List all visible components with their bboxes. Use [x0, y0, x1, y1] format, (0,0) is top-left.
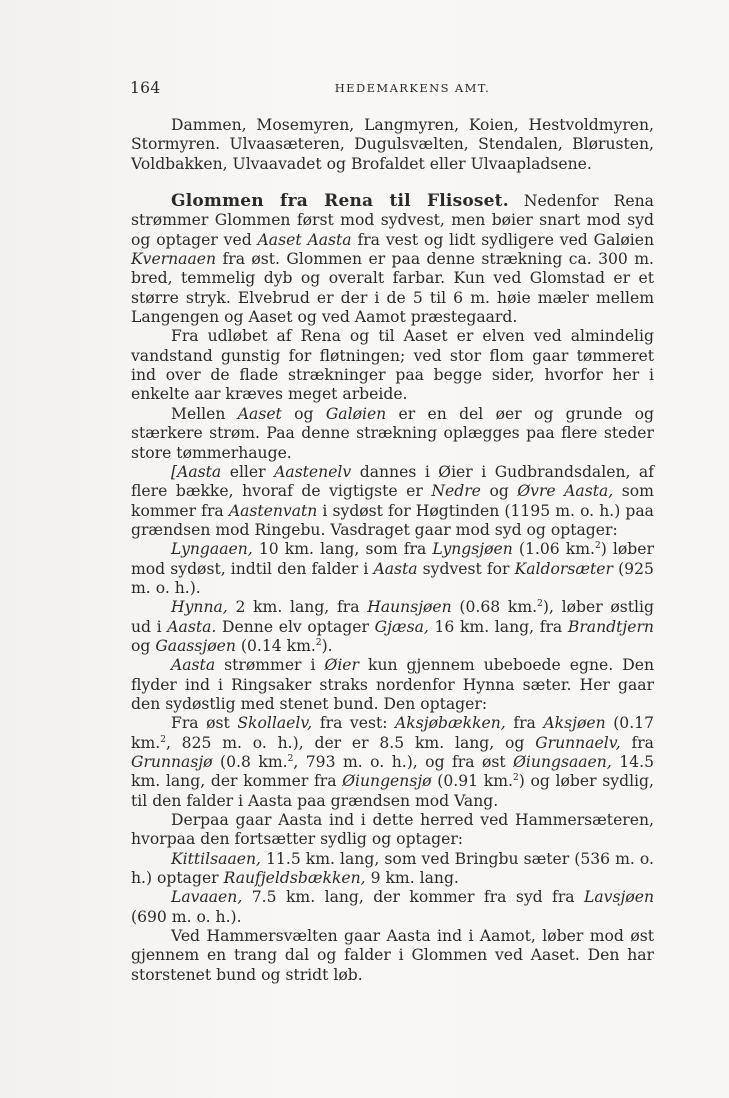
paragraph-text: ), løber østlig ud i: [131, 598, 654, 636]
superscript: 2: [160, 734, 166, 745]
paragraph-text: (1.06 km.: [518, 540, 596, 559]
paragraph-text: fra vest:: [319, 714, 388, 733]
lake-name: Gaassjøen: [155, 636, 236, 655]
paragraph-text: sydvest for: [422, 559, 510, 578]
lake-name: Brandtjern: [567, 617, 654, 636]
paragraph-text: , 793 m. o. h.), og fra øst: [293, 753, 506, 771]
paragraph-text: , 825 m. o. h.), der er 8.5 km. lang, og: [165, 733, 525, 752]
section-spacer: [131, 174, 654, 192]
section-paragraph-2: Fra udløbet af Rena og til Aaset er elven ved almindelig vandstand gunstig for fløtningen; ved stor flom gaar tømmeret ind over de flade strækninger paa begge sider, hvorfor her i enkelte aar kræves meget arbeide.: [131, 327, 654, 404]
paragraph-text: 2 km. lang, fra: [235, 598, 360, 617]
paragraph-text: (0.17 km.: [131, 714, 654, 752]
paragraph-text: (0.14 km.: [240, 636, 316, 655]
river-name: Øiungsaaen,: [513, 753, 612, 771]
place-name: Aaset: [257, 230, 302, 249]
running-title: HEDEMARKENS AMT.: [334, 81, 491, 95]
paragraph-text: (690 m. o. h.).: [131, 907, 242, 926]
section-paragraph-10: [131, 850, 654, 889]
river-name: Aastenelv: [274, 462, 352, 481]
paragraph-text: eller: [229, 462, 266, 481]
river-name: Gjæsa,: [374, 617, 429, 636]
paragraph-text: Fra øst: [171, 714, 230, 733]
paragraph-text: fra vest og lidt sydligere ved Galøien: [357, 230, 655, 249]
superscript: 2: [315, 637, 322, 648]
paragraph-text: Nedenfor Rena strømmer Glommen først mod sydvest, men bøier snart mod syd og optager ved: [131, 192, 654, 249]
paragraph-text: er en del øer og grunde og stærkere strøm. Paa denne strækning oplægges paa flere steder store tømmerhauge.: [131, 404, 655, 462]
river-name: [Aasta: [171, 462, 222, 481]
lake-name: Aksjøen: [543, 714, 606, 733]
paragraph-text: 10 km. lang, som fra: [258, 540, 427, 559]
paragraph-text: ).: [321, 636, 333, 655]
paragraph-text: 16 km. lang, fra: [434, 617, 563, 636]
river-name: Nedre: [431, 482, 481, 501]
river-name: Aksjøbækken,: [395, 714, 506, 733]
section-paragraph-1: [131, 192, 654, 327]
place-name: Galøien: [325, 404, 387, 423]
paragraph-text: og: [131, 636, 151, 655]
paragraph-text: (925 m. o. h.).: [131, 559, 654, 597]
paragraph-text: Mellen: [171, 404, 226, 423]
section-paragraph-12: Ved Hammersvælten gaar Aasta ind i Aamot, løber mod øst gjennem en trang dal og falder i Glommen ved Aaset. Den har storstenet bund og stridt løb.: [131, 927, 654, 984]
paragraph-text: dannes i Øier i Gudbrandsdalen, af flere bække, hvoraf de vigtigste er: [131, 462, 654, 501]
paragraph-text: Denne elv optager: [222, 617, 369, 636]
river-name: Aasta: [373, 559, 418, 578]
river-name: Hynna,: [171, 598, 228, 617]
paragraph-text: 14.5 km. lang, der kommer fra: [131, 753, 654, 791]
paragraph-text: i sydøst for Høgtinden (1195 m. o. h.) paa grændsen mod Ringebu. Vasdraget gaar mod syd og optager:: [131, 501, 654, 539]
section-paragraph-11: [131, 888, 654, 927]
paragraph-text: fra øst. Glommen er paa denne strækning ca. 300 m. bred, temmelig dyb og overalt farbar. Kun ved Glomstad er et større stryk. Elvebrud er der i de 5 til 6 m. høie mæler mellem Langengen og Aaset og ved Aamot præstegaard.: [131, 250, 654, 327]
river-name: Lavaaen,: [171, 888, 243, 907]
page-header: [130, 79, 655, 101]
lake-name: Lyngsjøen: [432, 540, 513, 559]
paragraph-text: fra: [513, 714, 536, 733]
superscript: 2: [512, 773, 519, 784]
section-paragraph-5: [131, 540, 654, 598]
river-name: Aasta: [307, 230, 352, 249]
river-name: Kittilsaaen,: [171, 849, 261, 868]
river-name: Raufjeldsbækken,: [223, 869, 366, 888]
superscript: 2: [537, 599, 543, 610]
intro-paragraph: Dammen, Mosemyren, Langmyren, Koien, Hestvoldmyren, Stormyren. Ulvaasæteren, Dugulsvælten, Stendalen, Blørusten, Voldbakken, Ulvaavadet og Brofaldet eller Ulvaapladsene.: [131, 116, 654, 173]
river-name: Øvre Aasta,: [517, 482, 614, 501]
paragraph-text: ) løber mod sydøst, indtil den falder i: [131, 540, 654, 578]
lake-name: Lavsjøen: [584, 888, 654, 907]
river-name: Skollaelv,: [237, 714, 313, 733]
lake-name: Øiungensjø: [342, 772, 432, 791]
lake-name: Haunsjøen: [367, 598, 452, 617]
river-name: Aasta: [171, 656, 216, 675]
paragraph-text: 11.5 km. lang, som ved Bringbu sæter (536 m. o. h.) optager: [131, 849, 654, 888]
place-name: Aaset: [237, 404, 282, 423]
paragraph-text: og: [294, 404, 314, 423]
river-name: Lyngaaen,: [171, 540, 253, 559]
paragraph-text: (0.68 km.: [459, 598, 538, 617]
section-paragraph-4: [131, 463, 654, 540]
section-heading: Glommen fra Rena til Flisoset.: [171, 191, 509, 212]
paragraph-text: strømmer i: [224, 656, 316, 675]
river-name: Aasta.: [167, 617, 217, 636]
place-name: Kaldorsæter: [514, 559, 613, 578]
paragraph-text: (0.91 km.: [437, 772, 513, 791]
superscript: 2: [287, 753, 294, 764]
place-name: Øier: [324, 656, 359, 675]
section-paragraph-7: [131, 656, 654, 714]
river-name: Kvernaaen: [131, 250, 217, 269]
paragraph-text: fra: [631, 733, 654, 752]
river-name: Grunnaelv,: [535, 733, 621, 752]
lake-name: Grunnasjø: [131, 753, 213, 771]
paragraph-text: og: [489, 482, 509, 501]
lake-name: Aastenvatn: [228, 501, 318, 520]
body-text: [131, 116, 654, 985]
section-paragraph-9: Derpaa gaar Aasta ind i dette herred ved Hammersæteren, hvorpaa den fortsætter sydlig og optager:: [131, 811, 654, 849]
section-paragraph-3: [131, 405, 654, 463]
section-paragraph-6: [131, 598, 654, 656]
paragraph-text: (0.8 km.: [220, 753, 288, 771]
paragraph-text: som kommer fra: [131, 482, 654, 520]
page-number: 164: [130, 79, 161, 97]
section-paragraph-8: [131, 714, 654, 811]
paragraph-text: 9 km. lang.: [370, 869, 459, 888]
paragraph-text: kun gjennem ubeboede egne. Den flyder ind i Ringsaker straks nordenfor Hynna sæter. Her gaar den sydøstlig med stenet bund. Den optager:: [131, 656, 654, 713]
paragraph-text: ) og løber sydlig, til den falder i Aasta paa grændsen mod Vang.: [131, 772, 654, 810]
paragraph-text: 7.5 km. lang, der kommer fra syd fra: [251, 888, 575, 907]
superscript: 2: [595, 541, 601, 552]
